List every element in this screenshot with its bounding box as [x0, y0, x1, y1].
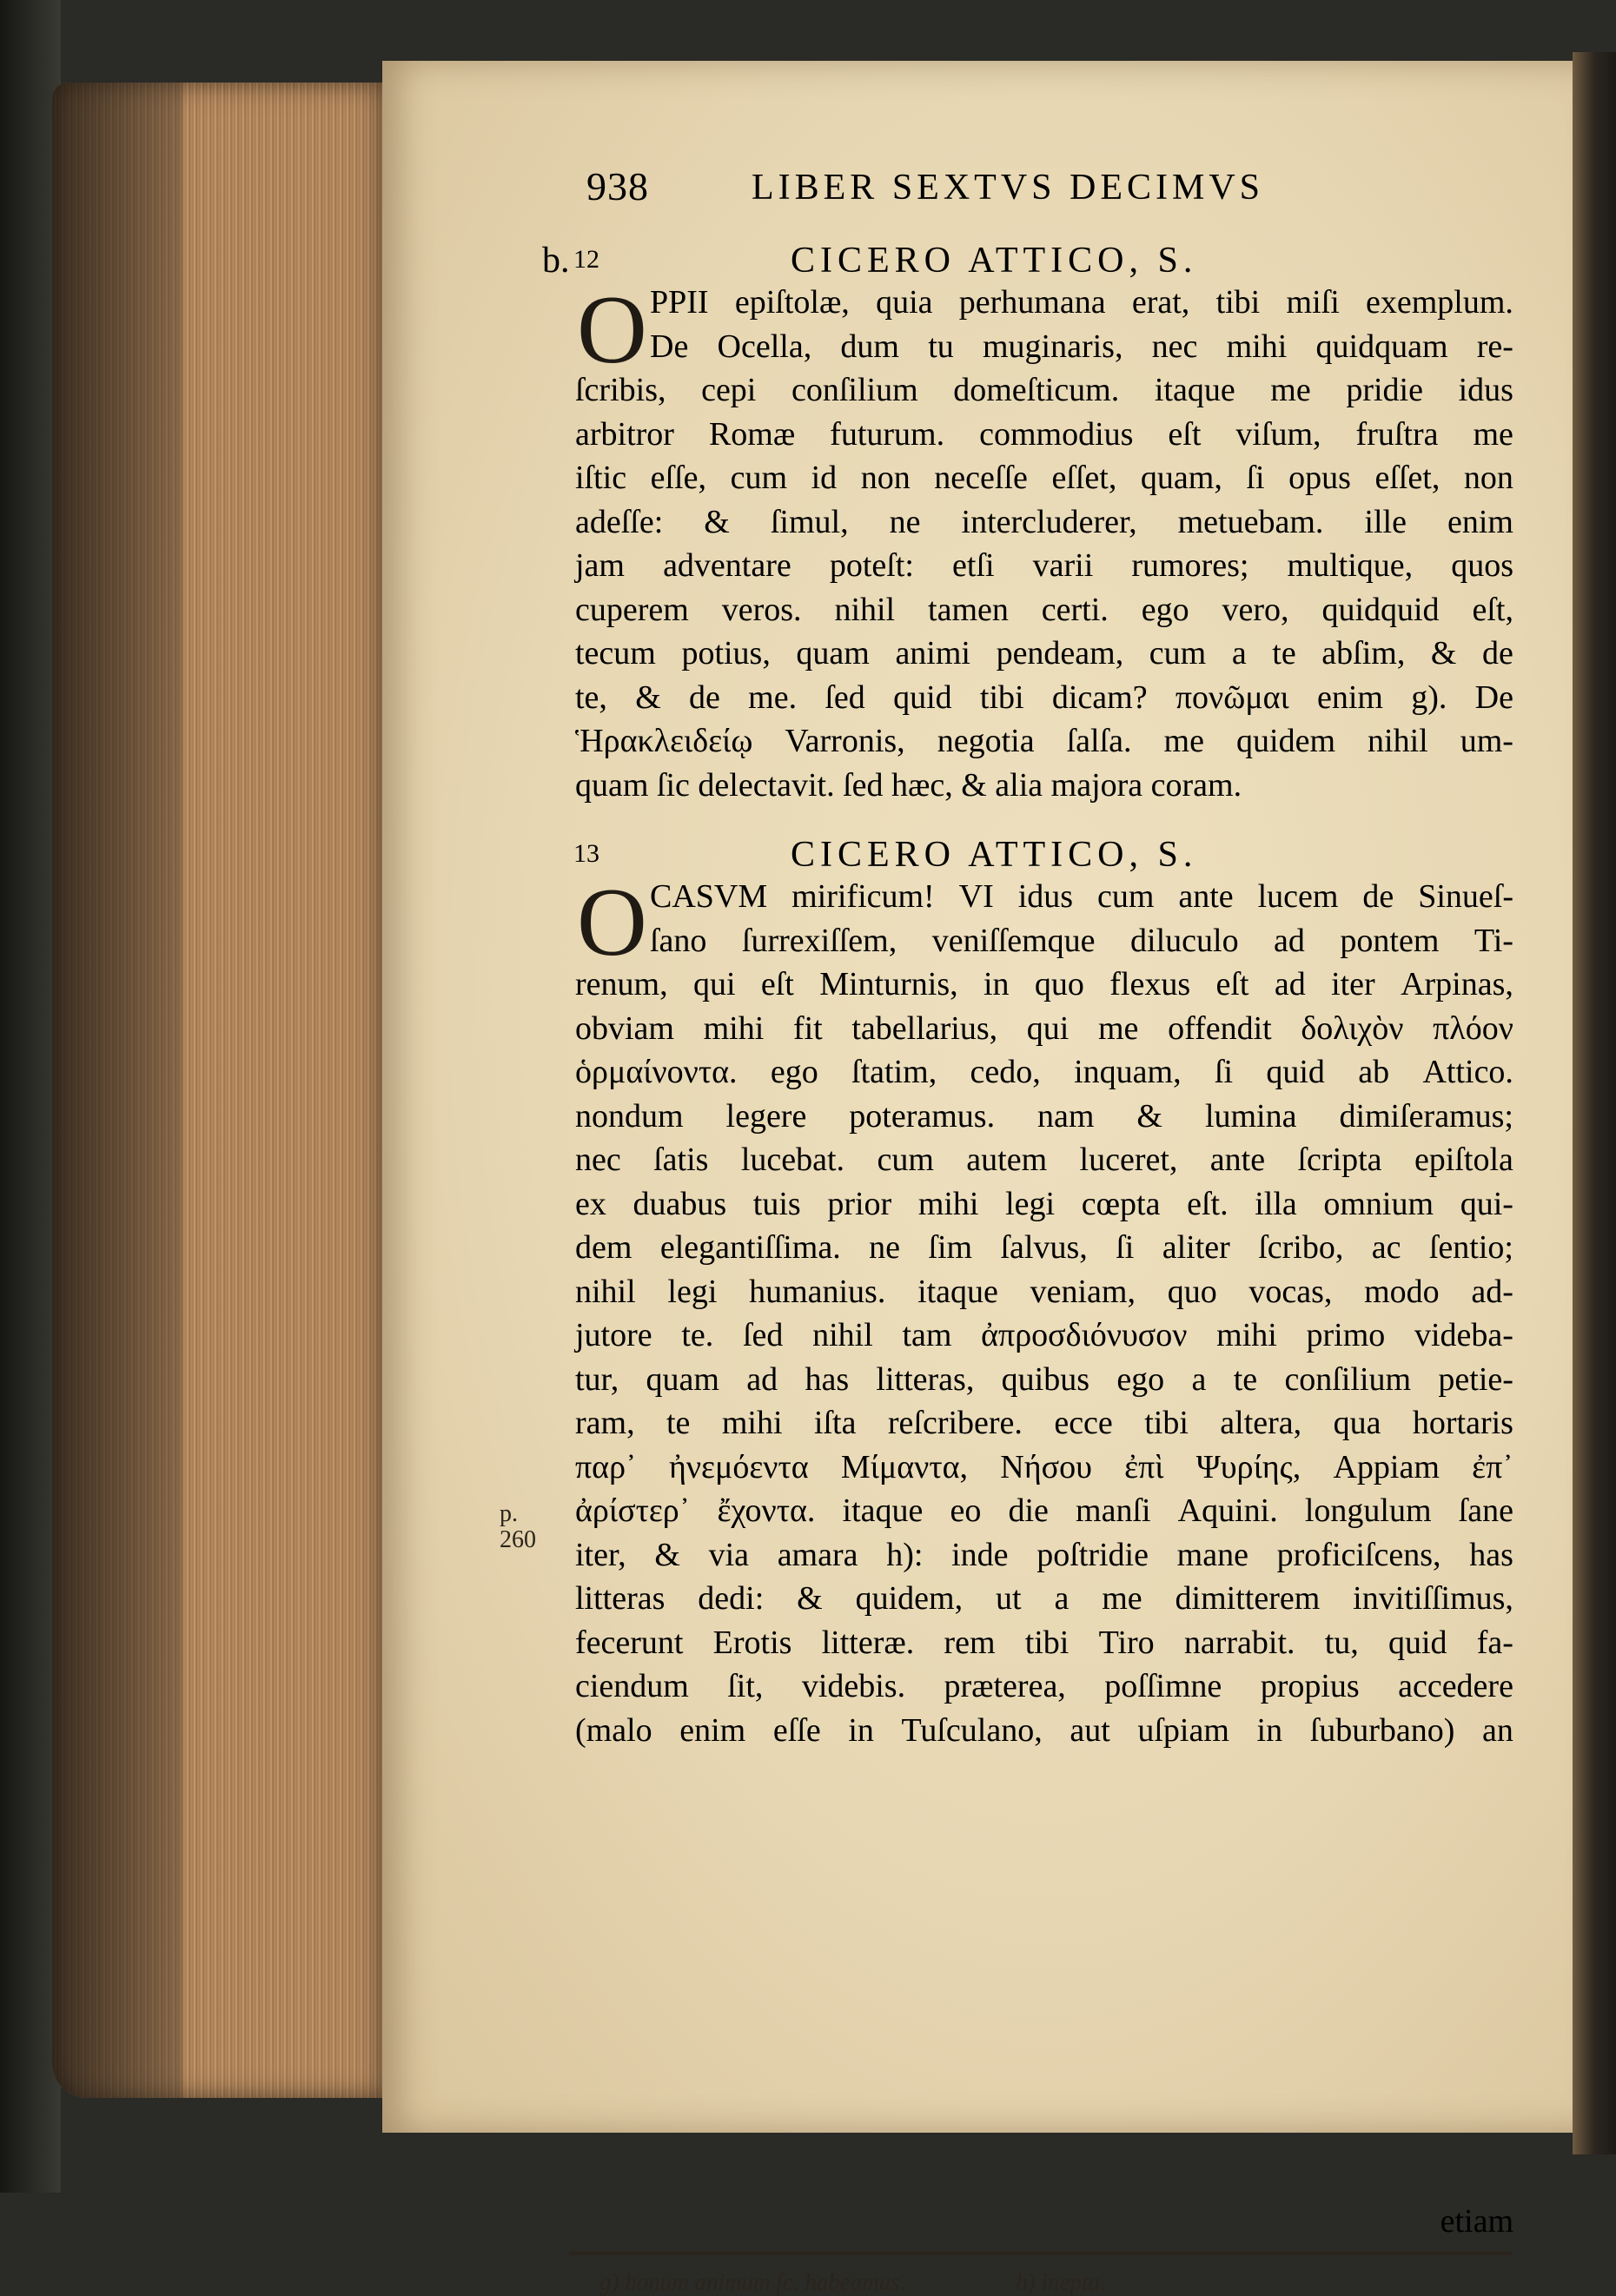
text-line: nihil legi humanius. itaque veniam, quo vocas, modo ad- — [575, 1273, 1513, 1310]
text-line: jutore te. ſed nihil tam ἀπροσδιόνυσον mihi primo videba- — [575, 1317, 1513, 1353]
letter-salutation: CICERO ATTICO, S. — [791, 835, 1198, 875]
footnote: h) inepta. — [1016, 2269, 1106, 2295]
running-title: LIBER SEXTVS DECIMVS — [752, 168, 1265, 208]
text-line: litteras dedi: & quidem, ut a me dimitterem invitiſſimus, — [575, 1580, 1513, 1617]
text-line: tur, quam ad has litteras, quibus ego a te conſilium petie- — [575, 1360, 1513, 1398]
text-line: ram, te mihi iſta reſcribere. ecce tibi altera, qua hortaris — [575, 1405, 1513, 1441]
text-line: ciendum ſit, videbis. præterea, poſſimne propius accedere — [575, 1668, 1513, 1704]
text-line: jam adventare poteſt: etſi varii rumores; multique, quos — [575, 547, 1513, 584]
footnote-rule — [569, 2252, 1512, 2255]
text-line: ſano ſurrexiſſem, veniſſemque diluculo ad pontem Ti- — [650, 922, 1513, 959]
margin-reference — [500, 1501, 536, 1553]
text-line: nec ſatis lucebat. cum autem luceret, ante ſcripta epiſtola — [575, 1141, 1513, 1178]
letter-number: 12 — [573, 245, 599, 274]
marginal-letter: b. — [542, 241, 570, 281]
text-line: ἀρίστερ᾽ ἔχοντα. itaque eo die manſi Aquini. longulum ſane — [575, 1492, 1513, 1529]
text-line: παρ᾽ ἠνεμόεντα Μίμαντα, Νήσου ἐπὶ Ψυρίης, Appiam ἐπ᾽ — [575, 1448, 1513, 1485]
text-line: adeſſe: & ſimul, ne intercluderer, metuebam. ille enim — [575, 503, 1513, 540]
text-line: ſcribis, cepi conſilium domeſticum. itaque me pridie idus — [575, 372, 1513, 408]
text-line: obviam mihi fit tabellarius, qui me offendit δολιχὸν πλόον — [575, 1009, 1513, 1047]
text-line: renum, qui eſt Minturnis, in quo flexus eſt ad iter Arpinas, — [575, 966, 1513, 1002]
text-line: Ἡρακλειδείῳ Varronis, negotia ſalſa. me quidem nihil um- — [575, 723, 1513, 759]
text-line: tecum potius, quam animi pendeam, cum a te abſim, & de — [575, 635, 1513, 672]
text-line: fecerunt Erotis litteræ. rem tibi Tiro narrabit. tu, quid fa- — [575, 1624, 1513, 1661]
letter-13-heading — [573, 834, 1516, 876]
margin-ref-line: p. — [500, 1500, 518, 1527]
page-number: 938 — [586, 164, 649, 208]
page-block-shadow — [52, 83, 182, 2098]
text-line: ὁρμαίνοντα. ego ſtatim, cedo, inquam, ſi quid ab Attico. — [575, 1054, 1513, 1090]
footnotes — [599, 2269, 1210, 2296]
book-gutter — [1573, 52, 1616, 2154]
drop-cap: O — [577, 276, 647, 384]
text-line: De Ocella, dum tu muginaris, nec mihi quidquam re- — [650, 328, 1513, 365]
text-line: PPII epiſtolæ, quia perhumana erat, tibi miſi exemplum. — [650, 284, 1513, 321]
text-line: te, & de me. ſed quid tibi dicam? πονῶμαι enim g). De — [575, 678, 1513, 716]
catchword — [575, 2200, 1513, 2243]
letter-salutation: CICERO ATTICO, S. — [791, 241, 1198, 281]
footnote: g) bonum animum ſc. habeamus. — [599, 2269, 906, 2295]
text-line: quam ſic delectavit. ſed hæc, & alia majora coram. — [575, 766, 1242, 804]
drop-cap: O — [577, 869, 647, 976]
text-line: arbitror Romæ futurum. commodius eſt viſum, fruſtra me — [575, 415, 1513, 453]
text-line: CASVM mirificum! VI idus cum ante lucem de Sinueſ- — [650, 878, 1513, 915]
text-line: ex duabus tuis prior mihi legi cœpta eſt. illa omnium qui- — [575, 1185, 1513, 1222]
text-line: nondum legere poteramus. nam & lumina dimiſeramus; — [575, 1097, 1513, 1135]
letter-12-heading — [542, 240, 1516, 281]
catchword-text: etiam — [1440, 2203, 1513, 2240]
letter-number: 13 — [573, 839, 599, 868]
text-line: (malo enim eſſe in Tuſculano, aut uſpiam in ſuburbano) an — [575, 1711, 1513, 1749]
text-line: dem elegantiſſima. ne ſim ſalvus, ſi aliter ſcribo, ac ſentio; — [575, 1229, 1513, 1266]
text-line: iſtic eſſe, cum id non neceſſe eſſet, quam, ſi opus eſſet, non — [575, 460, 1513, 496]
text-line: iter, & via amara h): inde poſtridie mane proficiſcens, has — [575, 1536, 1513, 1573]
running-head — [586, 163, 1490, 215]
text-line: cuperem veros. nihil tamen certi. ego vero, quidquid eſt, — [575, 591, 1513, 628]
margin-ref-line: 260 — [500, 1526, 536, 1553]
